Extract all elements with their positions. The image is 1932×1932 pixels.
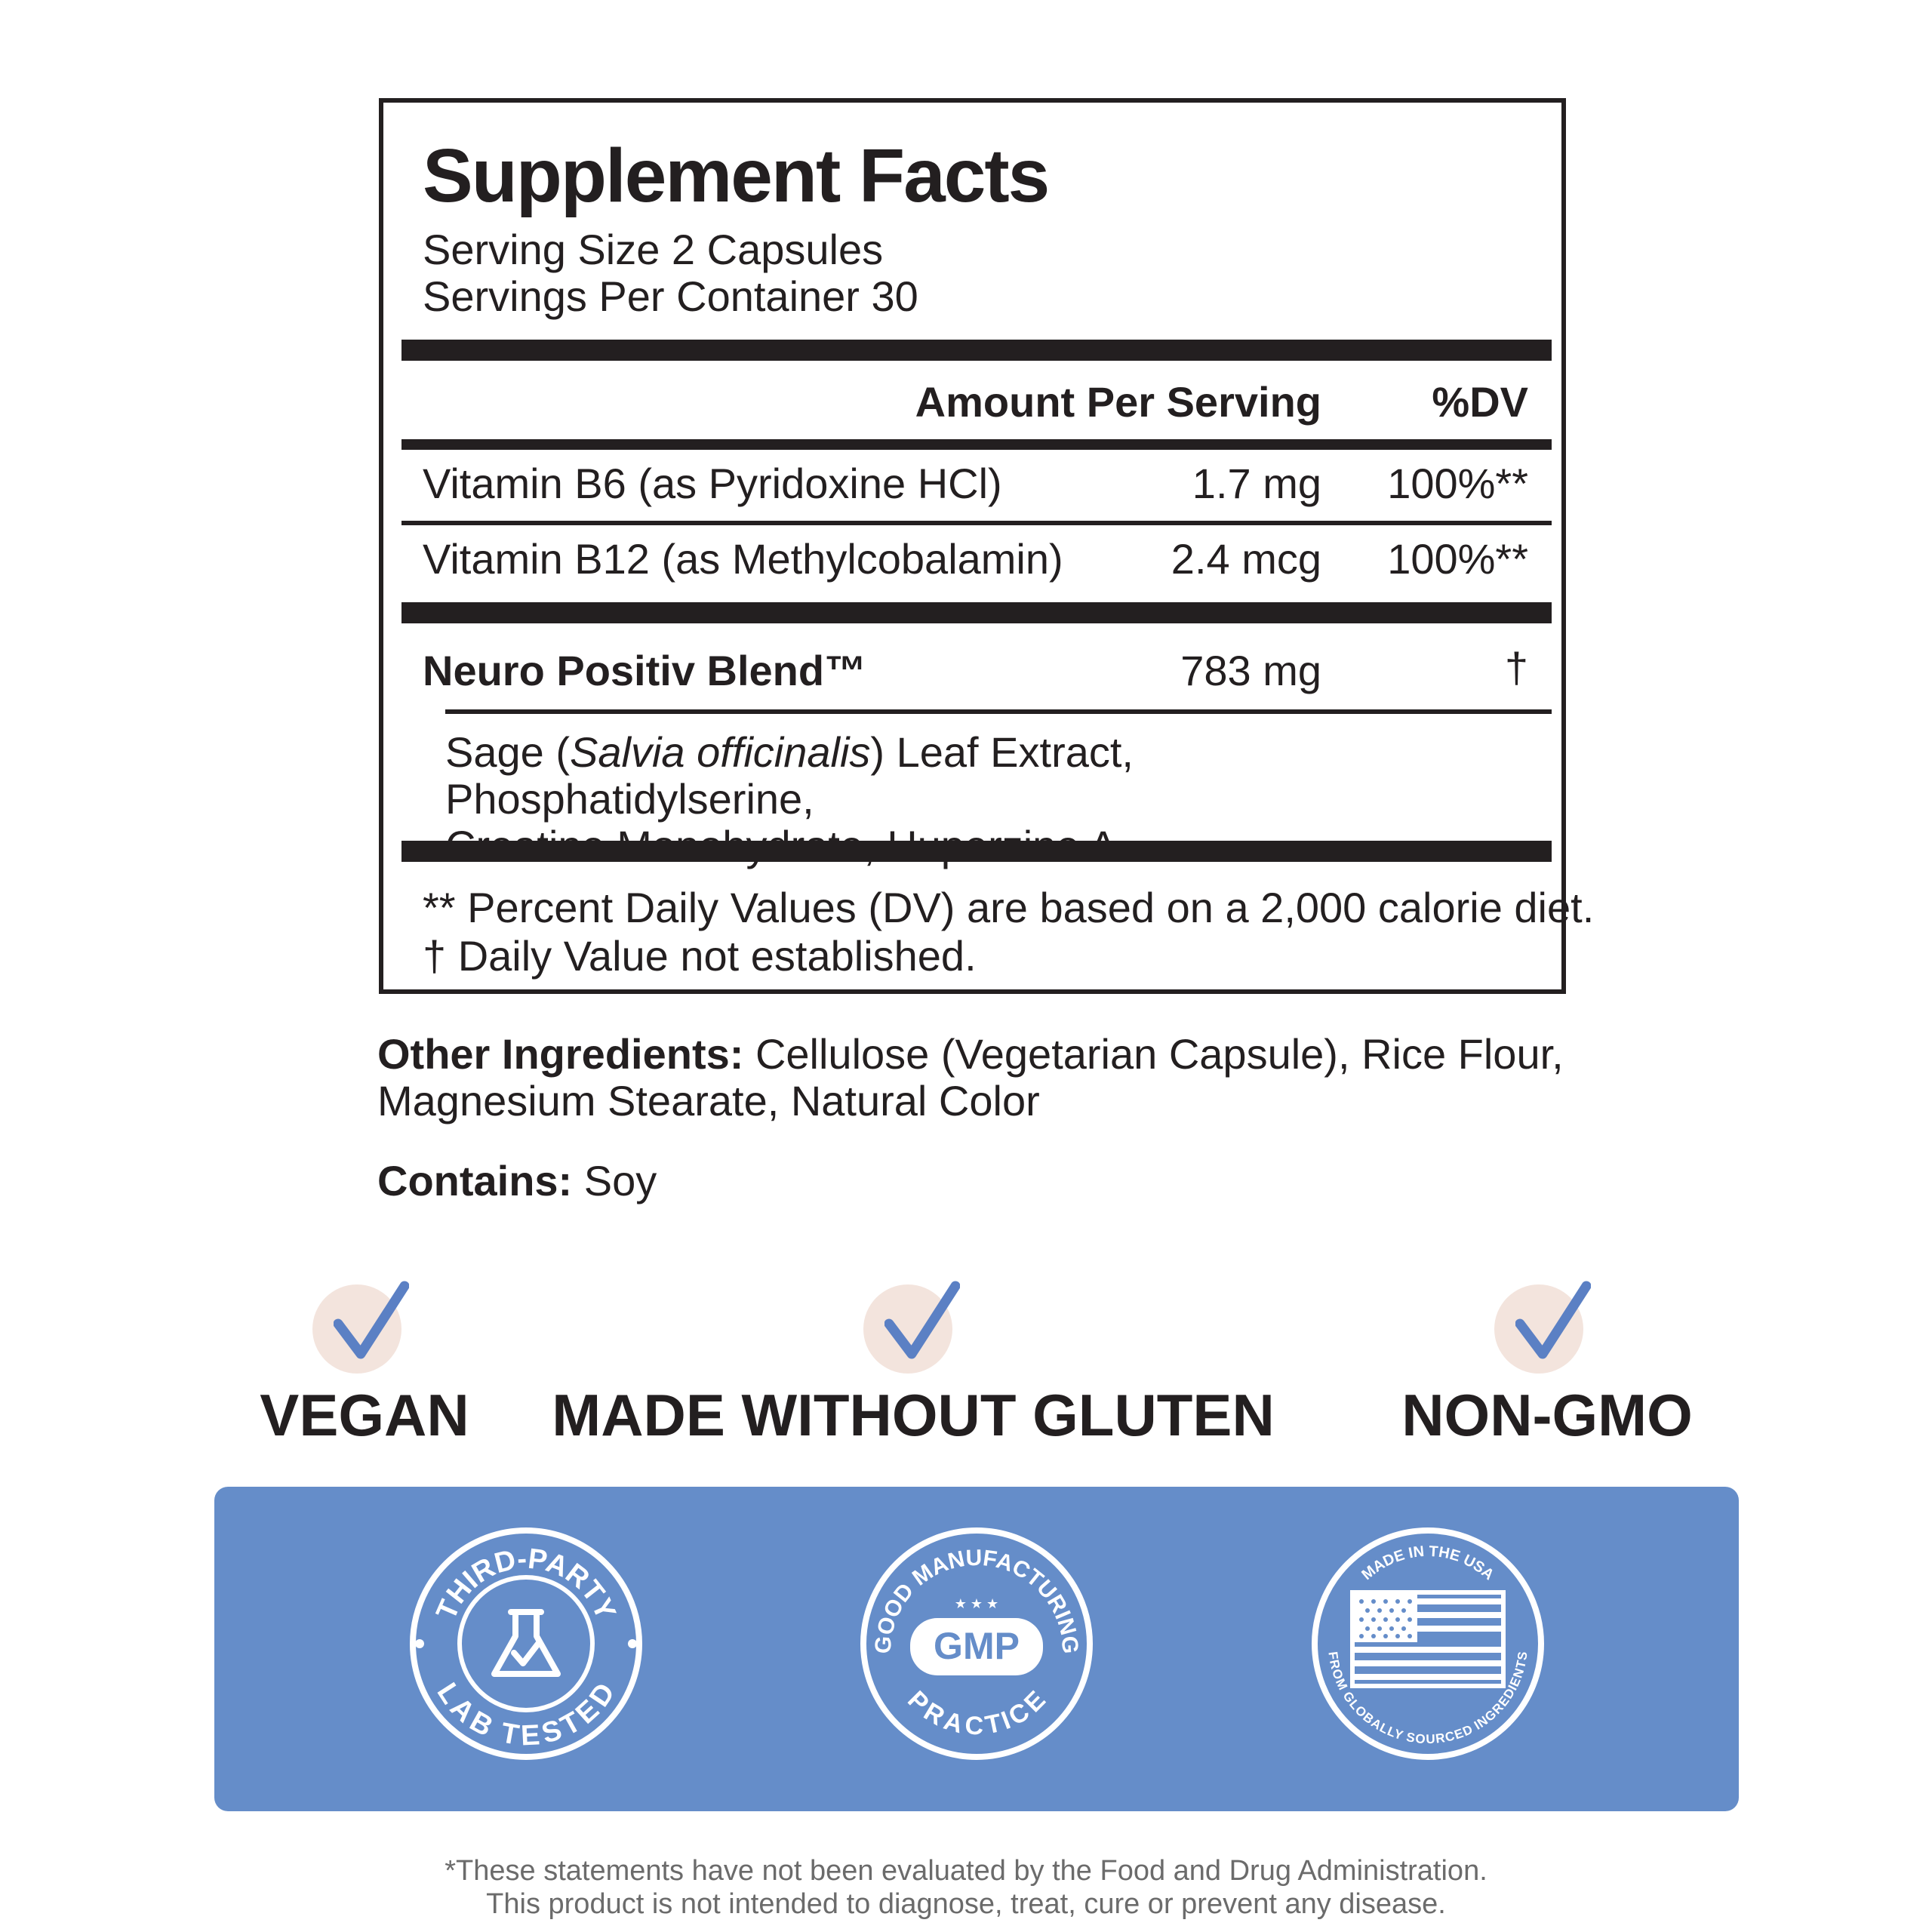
footnote-dv: ** Percent Daily Values (DV) are based on a 2,000 calorie diet. <box>423 884 1595 931</box>
fda-disclaimer-line-2: This product is not intended to diagnose, treat, cure or prevent any disease. <box>486 1888 1446 1920</box>
blend-name: Neuro Positiv Blend™ <box>423 647 867 694</box>
gmp-label: GMP <box>934 1625 1020 1667</box>
made-in-usa-badge <box>1307 1523 1549 1764</box>
svg-text:LAB TESTED <box>430 1678 622 1752</box>
supplement-facts-panel <box>379 98 1595 994</box>
check-icon <box>312 1284 401 1374</box>
nutrient-name: Vitamin B6 (as Pyridoxine HCl) <box>423 460 1002 507</box>
footnote-dagger: † Daily Value not established. <box>423 932 977 980</box>
blend-dv: † <box>1504 644 1528 691</box>
us-flag-icon <box>1352 1592 1503 1686</box>
gmp-stars: ★ ★ ★ <box>954 1596 999 1611</box>
lab-badge-top-text: THIRD-PARTY <box>430 1543 622 1625</box>
claim-gluten-free: MADE WITHOUT GLUTEN <box>552 1382 1275 1448</box>
claim-vegan: VEGAN <box>260 1382 469 1448</box>
svg-text:PRACTICE <box>902 1685 1051 1740</box>
header-amount: Amount Per Serving <box>915 378 1321 426</box>
nutrient-dv: 100%** <box>1387 460 1528 507</box>
lab-badge-bottom-text: LAB TESTED <box>430 1678 622 1752</box>
serving-size: Serving Size 2 Capsules <box>423 226 884 273</box>
check-icon <box>863 1284 952 1374</box>
thin-divider <box>401 521 1552 525</box>
svg-text:MADE IN THE USA <box>1358 1543 1497 1583</box>
nutrient-amount: 1.7 mg <box>1192 460 1321 507</box>
contains-allergens: Contains: Soy <box>377 1157 657 1204</box>
medium-divider <box>401 439 1552 450</box>
claim-non-gmo: NON-GMO <box>1401 1382 1693 1448</box>
gmp-badge-bottom-text: PRACTICE <box>902 1685 1051 1741</box>
certification-band <box>214 1487 1739 1811</box>
nutrient-amount: 2.4 mcg <box>1171 535 1321 583</box>
blend-amount: 783 mg <box>1180 647 1321 694</box>
thick-divider <box>401 340 1552 361</box>
usa-badge-top-text: MADE IN THE USA <box>1358 1543 1497 1584</box>
gmp-badge <box>856 1523 1097 1764</box>
thick-divider <box>401 602 1552 623</box>
check-icon <box>1494 1284 1583 1374</box>
facts-title: Supplement Facts <box>423 134 1049 218</box>
nutrient-dv: 100%** <box>1387 535 1528 583</box>
nutrient-name: Vitamin B12 (as Methylcobalamin) <box>423 535 1063 583</box>
thick-divider <box>401 841 1552 862</box>
other-ingredients: Other Ingredients: Cellulose (Vegetarian Capsule), Rice Flour, Magnesium Stearate, Natural Color <box>377 1030 1564 1124</box>
usa-badge-bottom-text: FROM GLOBALLY SOURCED INGREDIENTS <box>1325 1651 1531 1747</box>
gmp-badge-top-text: GOOD MANUFACTURING <box>870 1545 1083 1655</box>
servings-per-container: Servings Per Container 30 <box>423 272 918 320</box>
flask-icon <box>494 1612 558 1674</box>
fda-disclaimer-line-1: *These statements have not been evaluated by the Food and Drug Administration. <box>445 1855 1487 1887</box>
blend-ingredients: Sage (Salvia officinalis) Leaf Extract, Phosphatidylserine, <box>445 728 1134 823</box>
thin-divider <box>445 709 1552 714</box>
lab-tested-badge <box>405 1523 647 1764</box>
header-dv: %DV <box>1432 378 1528 426</box>
